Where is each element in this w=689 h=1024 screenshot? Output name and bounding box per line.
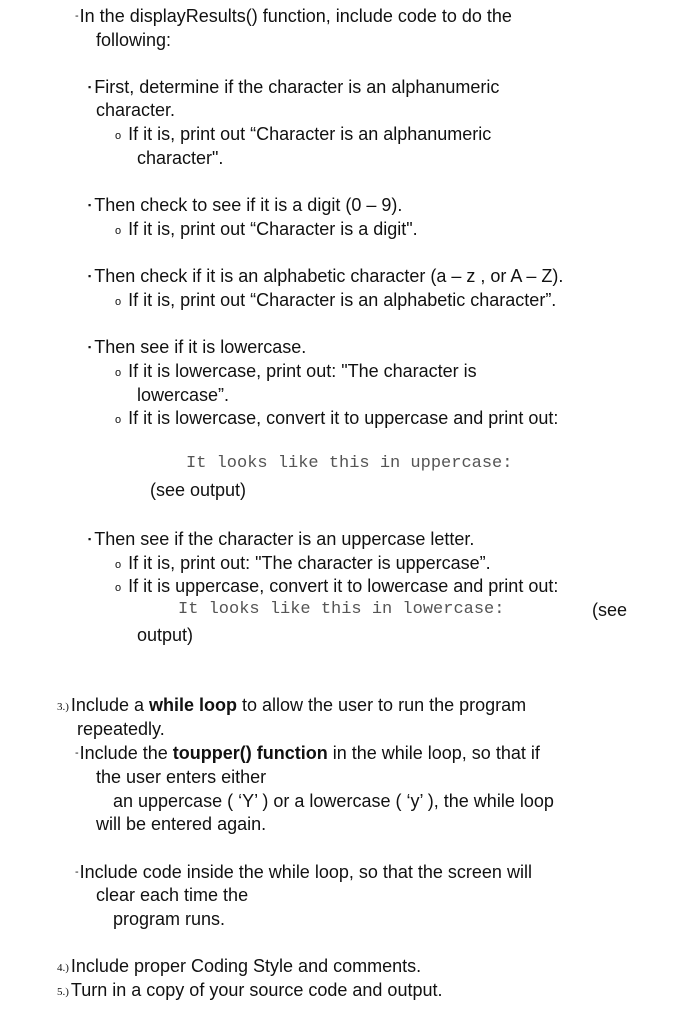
circle-bullet: o <box>115 296 122 308</box>
item-1-line-2: character. <box>96 100 176 120</box>
step-3-sub-1-line-3: an uppercase ( ‘Y’ ) or a lowercase ( ‘y’ ), the while loop <box>113 791 554 811</box>
step-number: 5.) <box>57 986 69 998</box>
step-3-sub-1-line-4: will be entered again. <box>96 814 267 834</box>
dash-bullet: - <box>75 10 79 22</box>
step-3-line-1: 3.) Include a while loop to allow the user to run the program <box>57 694 526 718</box>
toupper-term: toupper() function <box>172 743 328 763</box>
circle-bullet: o <box>115 130 122 142</box>
item-5-sub-2: o If it is uppercase, convert it to lowercase and print out: <box>115 575 558 599</box>
square-bullet: ▪ <box>88 200 92 210</box>
circle-bullet: o <box>115 582 122 594</box>
item-1-sub-line-1: o If it is, print out “Character is an alphanumeric <box>115 123 491 147</box>
step-4: 4.) Include proper Coding Style and comments. <box>57 955 421 979</box>
item-5-line-1: ▪ Then see if the character is an uppercase letter. <box>88 529 475 549</box>
square-bullet: ▪ <box>88 271 92 281</box>
step-3-sub-1-line-2: the user enters either <box>96 767 267 787</box>
item-4-sub-1-line-1: o If it is lowercase, print out: "The character is <box>115 360 477 384</box>
item-4-sub-1-line-2: lowercase”. <box>137 385 230 405</box>
item-5-see: (see <box>592 600 628 620</box>
circle-bullet: o <box>115 367 122 379</box>
dash-bullet: - <box>75 866 79 878</box>
item-4-see-output: (see output) <box>150 480 247 500</box>
item-2-sub: o If it is, print out “Character is a digit". <box>115 218 418 242</box>
item-1-sub-line-2: character". <box>137 148 224 168</box>
item-3-line-1: ▪ Then check if it is an alphabetic character (a – z , or A – Z). <box>88 266 564 286</box>
circle-bullet: o <box>115 559 122 571</box>
item-1-line-1: ▪ First, determine if the character is an alphanumeric <box>88 77 500 97</box>
step-number: 4.) <box>57 962 69 974</box>
while-loop-term: while loop <box>148 695 237 715</box>
step-3-sub-2-line-1: -Include code inside the while loop, so that the screen will <box>75 862 532 882</box>
circle-bullet: o <box>115 225 122 237</box>
step-3-sub-2-line-3: program runs. <box>113 909 226 929</box>
step-3-sub-2-line-2: clear each time the <box>96 885 249 905</box>
step-3-line-2: repeatedly. <box>77 719 165 739</box>
square-bullet: ▪ <box>88 342 92 352</box>
item-5-output: output) <box>137 625 194 645</box>
uppercase-code-sample: It looks like this in uppercase: <box>186 454 513 473</box>
intro-line-1: -In the displayResults() function, include code to do the <box>75 6 512 26</box>
circle-bullet: o <box>115 414 122 426</box>
step-5: 5.) Turn in a copy of your source code and output. <box>57 979 442 1003</box>
square-bullet: ▪ <box>88 534 92 544</box>
item-4-sub-2: o If it is lowercase, convert it to uppercase and print out: <box>115 407 558 431</box>
item-2-line-1: ▪ Then check to see if it is a digit (0 – 9). <box>88 195 403 215</box>
dash-bullet: - <box>75 747 79 759</box>
item-4-line-1: ▪ Then see if it is lowercase. <box>88 337 307 357</box>
item-3-sub: o If it is, print out “Character is an alphabetic character”. <box>115 289 556 313</box>
square-bullet: ▪ <box>88 82 92 92</box>
step-number: 3.) <box>57 701 69 713</box>
item-5-sub-1: o If it is, print out: "The character is uppercase”. <box>115 552 491 576</box>
lowercase-code-sample: It looks like this in lowercase: <box>178 600 505 619</box>
intro-line-2: following: <box>96 30 172 50</box>
step-3-sub-1-line-1: -Include the toupper() function in the while loop, so that if <box>75 743 540 763</box>
